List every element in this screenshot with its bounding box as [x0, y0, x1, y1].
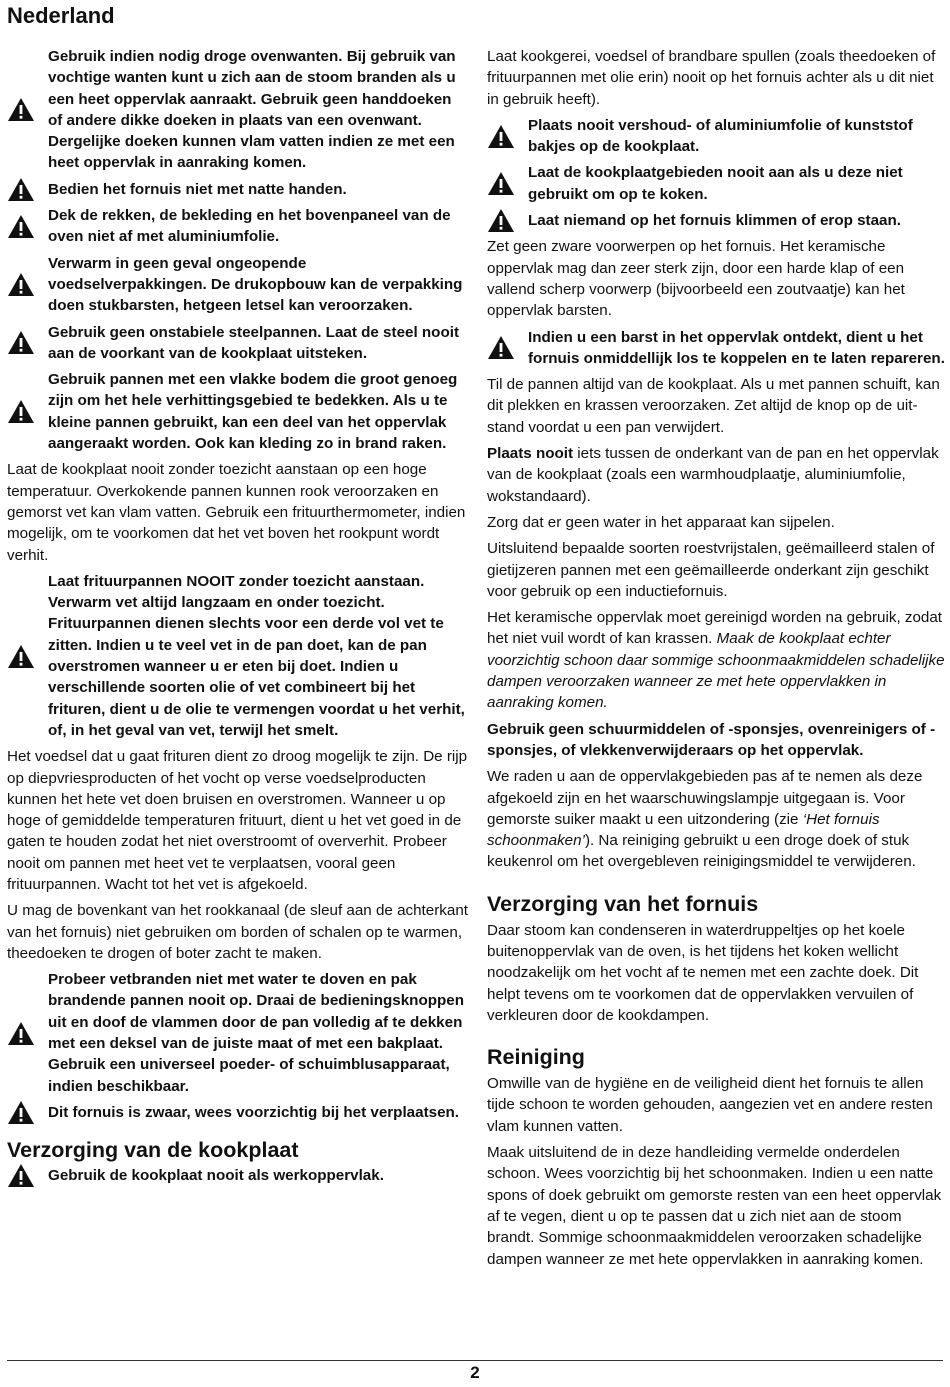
warning-triangle-icon — [487, 327, 515, 370]
warning-unstable-pans: Gebruik geen onstabiele steelpannen. Laat de steel nooit aan de voorkant van de kookplaat uitsteken. — [7, 322, 469, 365]
warning-triangle-icon — [7, 969, 35, 1097]
warning-triangle-icon — [7, 205, 35, 248]
right-column — [487, 46, 945, 1275]
page-number: 2 — [470, 1363, 480, 1382]
warning-triangle-icon — [487, 115, 515, 158]
warning-triangle-icon — [487, 162, 515, 205]
section-title-hob-care: Verzorging van de kookplaat — [7, 1138, 299, 1163]
warning-wet-hands: Bedien het fornuis niet met natte handen. — [7, 179, 469, 200]
warning-triangle-icon — [7, 1102, 35, 1123]
paragraph-clean-surface: Het keramische oppervlak moet gereinigd worden na gebruik, zodat het niet vuil wordt of kan krassen. Maak de kookplaat echter voorzichtig schoon daar sommige schoonmaakmiddelen schadelijke dampen veroorzaken wanneer ze met hete oppervlakken in aanraking komen. — [487, 609, 945, 712]
paragraph-no-abrasives: Gebruik geen schuurmiddelen of -sponsjes, ovenreinigers of -sponsjes, of vlekkenverwijderaars op het oppervlak. — [487, 720, 936, 759]
warning-triangle-icon — [7, 322, 35, 365]
paragraph-induction-pans: Uitsluitend bepaalde soorten roestvrijstalen, geëmailleerd stalen of gietijzeren pannen met een geëmailleerde onderkant zijn geschikt voor gebruik op een inductiefornuis. — [487, 540, 935, 600]
warning-triangle-icon — [7, 1165, 35, 1186]
warning-zones-on: Laat de kookplaatgebieden nooit aan als u deze niet gebruikt om op te koken. — [487, 162, 945, 205]
paragraph-dry-food: Het voedsel dat u gaat frituren dient zo droog mogelijk te zijn. De rijp op diepvriesproducten of het vocht op verse voedselproducten kunnen het hete vet doen bruisen en overstromen. Wanneer u op hoge of gemiddelde temperaturen frituurt, dient u het vet goed in de gaten te houden zodat het niet overstroomt of oververhit. Probeer nooit om pannen met heet vet te verplaatsen, vooral geen frituurpannen. Wacht tot het vet is afgekoeld. — [7, 748, 468, 893]
section-title-cleaning: Reiniging — [487, 1045, 585, 1070]
paragraph-nothing-between: Plaats nooit iets tussen de onderkant van de pan en het oppervlak van de kookplaat (zoals een warmhoudplaatje, aluminiumfolie, wokstandaard). — [487, 445, 939, 505]
paragraph-flue-outlet: U mag de bovenkant van het rookkanaal (de sleuf aan de achterkant van het fornuis) niet gebruiken om borden of schalen op te warmen, theedoeken te drogen of boter zacht te maken. — [7, 902, 468, 962]
warning-triangle-icon — [7, 369, 35, 454]
warning-fat-fires: Probeer vetbranden niet met water te doven en pak brandende pannen nooit op. Draai de bedieningsknoppen uit en doof de vlammen door de pan volledig af te dekken met een deksel van de juiste maat of met een bakplaat. Gebruik een universeel poeder- of schuimblusapparaat, indien beschikbaar. — [7, 969, 469, 1097]
paragraph-clean-parts: Maak uitsluitend de in deze handleiding vermelde onderdelen schoon. Wees voorzichtig bij het schoonmaken. Indien u een natte spons of doek gebruikt om gemorste resten van een heet oppervlak af te vegen, dient u op te passen dat u zich niet aan de stoom brandt. Sommige schoonmaakmiddelen veroorzaken schadelijke dampen wanneer ze met hete oppervlakken in aanraking komen. — [487, 1144, 942, 1268]
warning-not-worksurface: Gebruik de kookplaat nooit als werkoppervlak. — [7, 1165, 469, 1186]
warning-cracked-surface: Indien u een barst in het oppervlak ontdekt, dient u het fornuis onmiddellijk los te koppelen en te laten repareren. — [487, 327, 945, 370]
paragraph-lift-pans: Til de pannen altijd van de kookplaat. Als u met pannen schuift, kan dit plekken en krassen veroorzaken. Zet altijd de knop op de uit-stand voordat u een pan verwijdert. — [487, 376, 940, 436]
warning-foil-containers: Plaats nooit vershoud- of aluminiumfolie of kunststof bakjes op de kookplaat. — [487, 115, 945, 158]
warning-flat-bottom-pans: Gebruik pannen met een vlakke bodem die groot genoeg zijn om het hele verhittingsgebied te bedekken. Als u te kleine pannen gebruikt, kan een deel van het oppervlak aangeraakt worden. Ook kan kleding zo in brand raken. — [7, 369, 469, 454]
paragraph-wipe-cooled: We raden u aan de oppervlakgebieden pas af te nemen als deze afgekoeld zijn en het waarschuwingslampje uitgegaan is. Voor gemorste suiker maakt u een uitzondering (zie ‘Het fornuis schoonmaken’). Na reiniging gebruikt u een droge doek of stuk keukenrol om het overgebleven reinigingsmiddel te verwijderen. — [487, 768, 923, 871]
paragraph-condensation: Daar stoom kan condenseren in waterdruppeltjes op het koele buitenoppervlak van de oven, is het tijdens het koken wellicht noodzakelijk om het vocht af te nemen met een zachte doek. Dit helpt tevens om te voorkomen dat de oppervlakken vervuilen of verkleuren door de kookdampen. — [487, 921, 919, 1024]
warning-unopened-packaging: Verwarm in geen geval ongeopende voedselverpakkingen. De drukopbouw kan de verpakking doen stukbarsten, hetgeen letsel kan veroorzaken. — [7, 253, 469, 317]
warning-triangle-icon — [487, 210, 515, 231]
warning-triangle-icon — [7, 179, 35, 200]
section-title-cooker-care: Verzorging van het fornuis — [487, 891, 759, 916]
warning-no-climbing: Laat niemand op het fornuis klimmen of erop staan. — [487, 210, 945, 231]
left-column — [7, 46, 469, 1192]
warning-triangle-icon — [7, 571, 35, 741]
warning-triangle-icon — [7, 46, 35, 174]
warning-triangle-icon — [7, 253, 35, 317]
paragraph-heavy-objects: Zet geen zware voorwerpen op het fornuis. Het keramische oppervlak mag dan zeer sterk zijn, door een harde klap of een vallend scherp voorwerp (bijvoorbeeld een zoutvaatje) kan het oppervlak barsten. — [487, 238, 905, 320]
warning-deep-fryers: Laat frituurpannen NOOIT zonder toezicht aanstaan. Verwarm vet altijd langzaam en onder toezicht. Frituurpannen dienen slechts voor een derde vol vet te zitten. Indien u te veel vet in de pan doet, kan de pan overstromen wanneer u er eten bij doet. Indien u verschillende soorten olie of vet combineert bij het frituren, dient u de olie te vermengen voordat u het verhit, of, in het geval van vet, terwijl het smelt. — [7, 571, 469, 741]
warning-dry-oven-gloves: Gebruik indien nodig droge ovenwanten. Bij gebruik van vochtige wanten kunt u zich aan de stoom branden als u een heet oppervlak aanraakt. Gebruik geen handdoeken of andere dikke doeken in plaats van een ovenwant. Dergelijke doeken kunnen vlam vatten indien ze met een heet oppervlak in aanraking komen. — [7, 46, 469, 174]
paragraph-cookware-left: Laat kookgerei, voedsel of brandbare spullen (zoals theedoeken of frituurpannen met olie erin) nooit op het fornuis achter als u dit niet in gebruik heeft). — [487, 48, 936, 108]
paragraph-unattended-hob: Laat de kookplaat nooit zonder toezicht aanstaan op een hoge temperatuur. Overkokende pannen kunnen rook veroorzaken en gemorst vet kan vlam vatten. Gebruik een frituurthermometer, indien mogelijk, om te voorkomen dat het vet boven het rookpunt wordt verhit. — [7, 461, 466, 564]
page-title: Nederland — [7, 3, 115, 28]
warning-aluminium-foil: Dek de rekken, de bekleding en het bovenpaneel van de oven niet af met aluminiumfolie. — [7, 205, 469, 248]
footer-divider — [7, 1360, 943, 1361]
paragraph-hygiene: Omwille van de hygiëne en de veiligheid dient het fornuis te allen tijde schoon te worden gehouden, aangezien vet en andere resten vlam kunnen vatten. — [487, 1075, 933, 1135]
paragraph-no-water: Zorg dat er geen water in het apparaat kan sijpelen. — [487, 513, 835, 531]
warning-heavy-appliance: Dit fornuis is zwaar, wees voorzichtig bij het verplaatsen. — [7, 1102, 469, 1123]
